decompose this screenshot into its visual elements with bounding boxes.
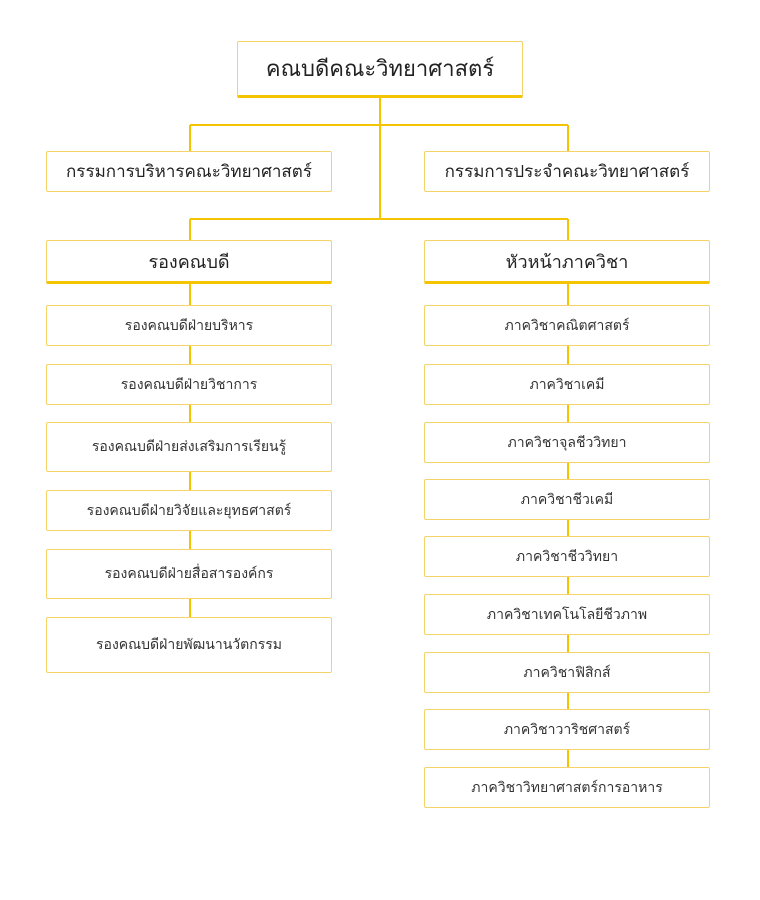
associate-deans-head-label: รองคณบดี bbox=[148, 251, 230, 273]
department-heads-head-box bbox=[424, 240, 710, 284]
department-marine-science-box bbox=[424, 709, 710, 750]
faculty-committee-label: กรรมการประจำคณะวิทยาศาสตร์ bbox=[444, 162, 690, 182]
associate-dean-research-box bbox=[46, 490, 332, 531]
associate-dean-academic-box bbox=[46, 364, 332, 405]
department-physics-label: ภาควิชาฟิสิกส์ bbox=[523, 664, 611, 681]
dean-box bbox=[237, 41, 523, 98]
department-food-science-box bbox=[424, 767, 710, 808]
department-mathematics-box bbox=[424, 305, 710, 346]
department-mathematics-label: ภาควิชาคณิตศาสตร์ bbox=[504, 317, 630, 334]
dean-label: คณบดีคณะวิทยาศาสตร์ bbox=[265, 57, 495, 82]
department-microbiology-box bbox=[424, 422, 710, 463]
associate-dean-innovation-box bbox=[46, 617, 332, 673]
faculty-committee-box bbox=[424, 151, 710, 192]
department-chemistry-label: ภาควิชาเคมี bbox=[529, 376, 605, 393]
associate-dean-academic-label: รองคณบดีฝ่ายวิชาการ bbox=[120, 376, 258, 393]
associate-dean-innovation-label: รองคณบดีฝ่ายพัฒนานวัตกรรม bbox=[96, 637, 282, 653]
department-microbiology-label: ภาควิชาจุลชีววิทยา bbox=[507, 434, 627, 451]
department-biotechnology-box bbox=[424, 594, 710, 635]
department-biology-box bbox=[424, 536, 710, 577]
department-biochemistry-label: ภาควิชาชีวเคมี bbox=[520, 491, 614, 508]
department-physics-box bbox=[424, 652, 710, 693]
department-food-science-label: ภาควิชาวิทยาศาสตร์การอาหาร bbox=[471, 779, 663, 796]
associate-dean-administration-box bbox=[46, 305, 332, 346]
associate-deans-head-box bbox=[46, 240, 332, 284]
executive-committee-box bbox=[46, 151, 332, 192]
department-biochemistry-box bbox=[424, 479, 710, 520]
department-heads-head-label: หัวหน้าภาควิชา bbox=[505, 251, 629, 273]
department-marine-science-label: ภาควิชาวาริชศาสตร์ bbox=[503, 721, 631, 738]
department-chemistry-box bbox=[424, 364, 710, 405]
executive-committee-label: กรรมการบริหารคณะวิทยาศาสตร์ bbox=[66, 162, 312, 182]
department-biotechnology-label: ภาควิชาเทคโนโลยีชีวภาพ bbox=[486, 606, 648, 623]
associate-dean-administration-label: รองคณบดีฝ่ายบริหาร bbox=[124, 317, 254, 334]
associate-dean-communication-box bbox=[46, 549, 332, 599]
associate-dean-research-label: รองคณบดีฝ่ายวิจัยและยุทธศาสตร์ bbox=[86, 502, 292, 519]
associate-dean-learning-box bbox=[46, 422, 332, 472]
associate-dean-learning-label: รองคณบดีฝ่ายส่งเสริมการเรียนรู้ bbox=[91, 439, 287, 455]
associate-dean-communication-label: รองคณบดีฝ่ายสื่อสารองค์กร bbox=[104, 566, 274, 582]
department-biology-label: ภาควิชาชีววิทยา bbox=[515, 548, 619, 565]
